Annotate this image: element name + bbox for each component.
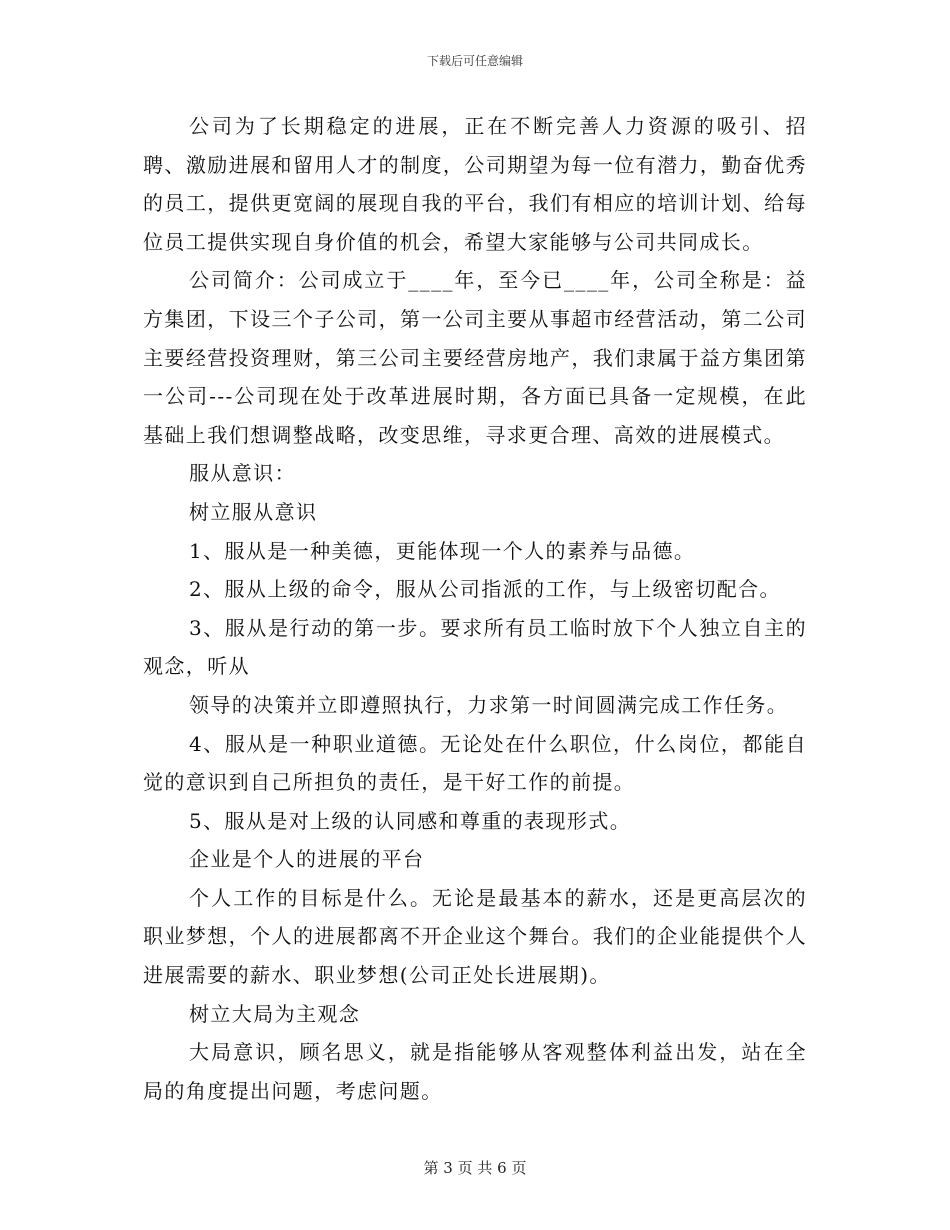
paragraph-item-4: 4、服从是一种职业道德。无论处在什么职位，什么岗位，都能自觉的意识到自己所担负的责任，是干好工作的前提。 [143,731,807,795]
paragraph-item-1: 1、服从是一种美德，更能体现一个人的素养与品德。 [189,538,696,563]
paragraph-platform-body: 个人工作的目标是什么。无论是最基本的薪水，还是更高层次的职业梦想，个人的进展都离不开企业这个舞台。我们的企业能提供个人进展需要的薪水、职业梦想(公司正处长进展期)。 [143,885,807,988]
paragraph-obedience-subheading: 树立服从意识 [189,499,318,524]
document-body [143,107,807,1110]
paragraph-obedience-heading: 服从意识： [189,461,296,486]
paragraph-company-profile: 公司简介：公司成立于____年，至今已____年，公司全称是：益方集团，下设三个子公司，第一公司主要从事超市经营活动，第二公司主要经营投资理财，第三公司主要经营房地产，我们隶属于益方集团第一公司---公司现在处于改革进展时期，各方面已具备一定规模，在此基础上我们想调整战略，改变思维，寻求更合理、高效的进展模式。 [143,268,807,447]
paragraph-intro: 公司为了长期稳定的进展，正在不断完善人力资源的吸引、招聘、激励进展和留用人才的制度，公司期望为每一位有潜力，勤奋优秀的员工，提供更宽阔的展现自我的平台，我们有相应的培训计划、给每位员工提供实现自身价值的机会，希望大家能够与公司共同成长。 [143,114,807,254]
paragraph-item-2: 2、服从上级的命令，服从公司指派的工作，与上级密切配合。 [189,577,781,602]
paragraph-item-5: 5、服从是对上级的认同感和尊重的表现形式。 [189,808,632,833]
page-footer: 第 3 页 共 6 页 [423,1159,527,1177]
paragraph-item-3-continued: 领导的决策并立即遵照执行，力求第一时间圆满完成工作任务。 [189,692,789,717]
paragraph-platform-heading: 企业是个人的进展的平台 [189,847,425,872]
page-header: 下载后可任意编辑 [426,54,523,68]
paragraph-item-3: 3、服从是行动的第一步。要求所有员工临时放下个人独立自主的观念，听从 [143,615,807,679]
paragraph-big-picture-heading: 树立大局为主观念 [189,1001,361,1026]
paragraph-big-picture-body: 大局意识，顾名思义，就是指能够从客观整体利益出发，站在全局的角度提出问题，考虑问题。 [143,1040,807,1103]
